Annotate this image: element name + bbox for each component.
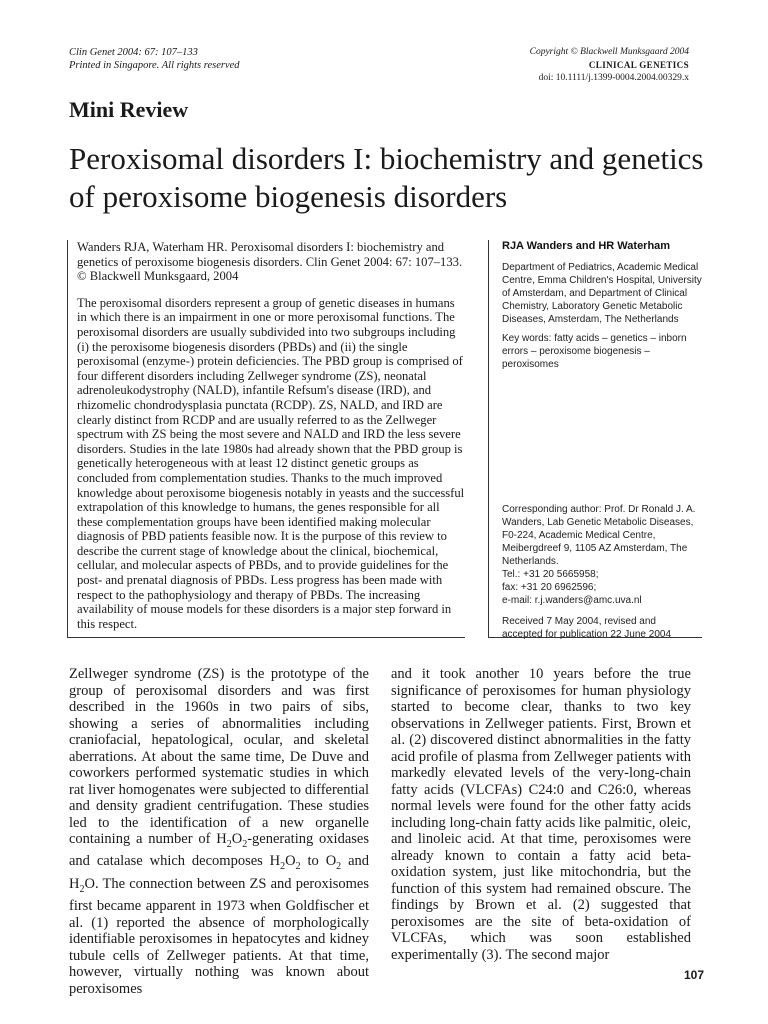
author-affiliation: Department of Pediatrics, Academic Medical Centre, Emma Children's Hospital, University of Amsterdam, and Department of Clinical Chemistry, Laboratory Genetic Metabolic Diseases, Amsterdam, The Netherlands [502,262,702,325]
body-column-left [69,666,369,997]
email-address: e-mail: r.j.wanders@amc.uva.nl [502,595,642,606]
subscript-2: 2 [242,838,248,850]
fax: fax: +31 20 6962596; [502,582,597,593]
journal-header-right [530,46,689,85]
author-sidebar [488,240,702,638]
citation-line: Clin Genet 2004: 67: 107–133 [69,47,198,58]
body-text-left-a: Zellweger syndrome (ZS) is the prototype of the group of peroxisomal disorders and was first described in the 1960s in two pairs of sibs, showing a series of abnormalities including craniofacial, hepatological, ocular, and skeletal aberrations. At about the same time, De Duve and coworkers performed systematic studies in which rat liver homogenates were subjected to differential and density gradient centrifugation. These studies led to the identification of a new organelle containing a number of H [69,666,369,847]
body-text-and: and H [69,853,369,892]
article-title: Peroxisomal disorders I: biochemistry and genetics of peroxisome biogenesis disorders [69,141,704,214]
body-text-left-c: O. The connection between ZS and peroxisomes first became apparent in 1973 when Goldfischer et al. (1) reported the absence of morphologically identifiable peroxisomes in hepatocytes and kidney tubule cells of Zellweger patients. At that time, however, virtually nothing was known about peroxisomes [69,875,369,997]
subscript-2: 2 [280,861,286,873]
body-column-right: and it took another 10 years before the true significance of peroxisomes for human physiology started to become clear, thanks to two key observations in Zellweger patients. First, Brown et al. (2) discovered distinct abnormalities in the fatty acid profile of plasma from Zellweger patients with markedly elevated levels of the very-long-chain fatty acids (VLCFAs) C24:0 and C26:0, whereas normal levels were found for the other fatty acids including long-chain fatty acids like palmitic, oleic, and linoleic acid. At that time, peroxisomes were already known to contain a fatty acid beta-oxidation system, just like mitochondria, but the function of this system had remained obscure. The findings by Brown et al. (2) suggested that peroxisomes are the site of beta-oxidation of VLCFAs, which was soon established experimentally (3). The second major [391,666,691,963]
subscript-2: 2 [79,883,85,895]
abstract-text: The peroxisomal disorders represent a group of genetic diseases in humans in which there is an impairment in one or more peroxisomal functions. The peroxisomal disorders are usually subdivided into two subgroups including (i) the peroxisome biogenesis disorders (PBDs) and (ii) the single peroxisomal (enzyme-) protein deficiencies. The PBD group is comprised of four different disorders including Zellweger syndrome (ZS), neonatal adrenoleukodystrophy (NALD), infantile Refsum's disease (IRD), and rhizomelic chondrodysplasia punctata (RCDP). ZS, NALD, and IRD are clearly distinct from RCDP and are usually referred to as the Zellweger spectrum with ZS being the most severe and NALD and IRD the less severe disorders. Studies in the late 1980s had already shown that the PBD group is genetically heterogeneous with at least 12 distinct genetic groups as concluded from complementation studies. Thanks to the much improved knowledge about peroxisome biogenesis notably in yeasts and the successful extrapolation of this knowledge to humans, the genes responsible for all these complementation groups have been identified making molecular diagnosis of PBD patients feasible now. It is the purpose of this review to describe the current stage of knowledge about the clinical, biochemical, cellular, and molecular aspects of PBDs, and to provide guidelines for the post- and prenatal diagnosis of PBDs. Less progress has been made with respect to the pathophysiology and therapy of PBDs. The increasing availability of mouse models for these disorders is a major step forward in this respect. [77,295,465,631]
subscript-2: 2 [226,838,232,850]
journal-header-left [69,46,240,72]
body-text-o: O [285,853,296,870]
author-names: RJA Wanders and HR Waterham [502,240,671,252]
copyright-line: Copyright © Blackwell Munksgaard 2004 [529,47,689,57]
printed-line: Printed in Singapore. All rights reserved [69,60,240,71]
body-text-left-b: -generating oxidases and catalase which decomposes H [69,831,369,870]
received-dates: Received 7 May 2004, revised and accepted for publication 22 June 2004 [502,616,672,640]
section-label: Mini Review [69,97,189,122]
correspondence-address: Corresponding author: Prof. Dr Ronald J. A. Wanders, Lab Genetic Metabolic Diseases, F0-224, Academic Medical Centre, Meibergdreef 9, 1105 AZ Amsterdam, The Netherlands. [502,504,696,567]
telephone: Tel.: +31 20 5665958; [502,569,599,580]
body-text-to: to O [300,853,337,870]
abstract-block [67,240,465,638]
page-number: 107 [683,968,704,982]
subscript-2: 2 [336,861,342,873]
body-text-o: O [231,831,243,847]
journal-name: CLINICAL GENETICS [588,60,689,70]
subscript-2: 2 [295,861,301,873]
abstract-citation: Wanders RJA, Waterham HR. Peroxisomal disorders I: biochemistry and genetics of peroxisome biogenesis disorders. Clin Genet 2004: 67: 107–133. © Blackwell Munksgaard, 2004 [77,240,463,284]
doi-line: doi: 10.1111/j.1399-0004.2004.00329.x [538,73,689,83]
correspondence-block [502,503,698,641]
keywords: Key words: fatty acids – genetics – inborn errors – peroxisome biogenesis – peroxisomes [502,333,687,370]
